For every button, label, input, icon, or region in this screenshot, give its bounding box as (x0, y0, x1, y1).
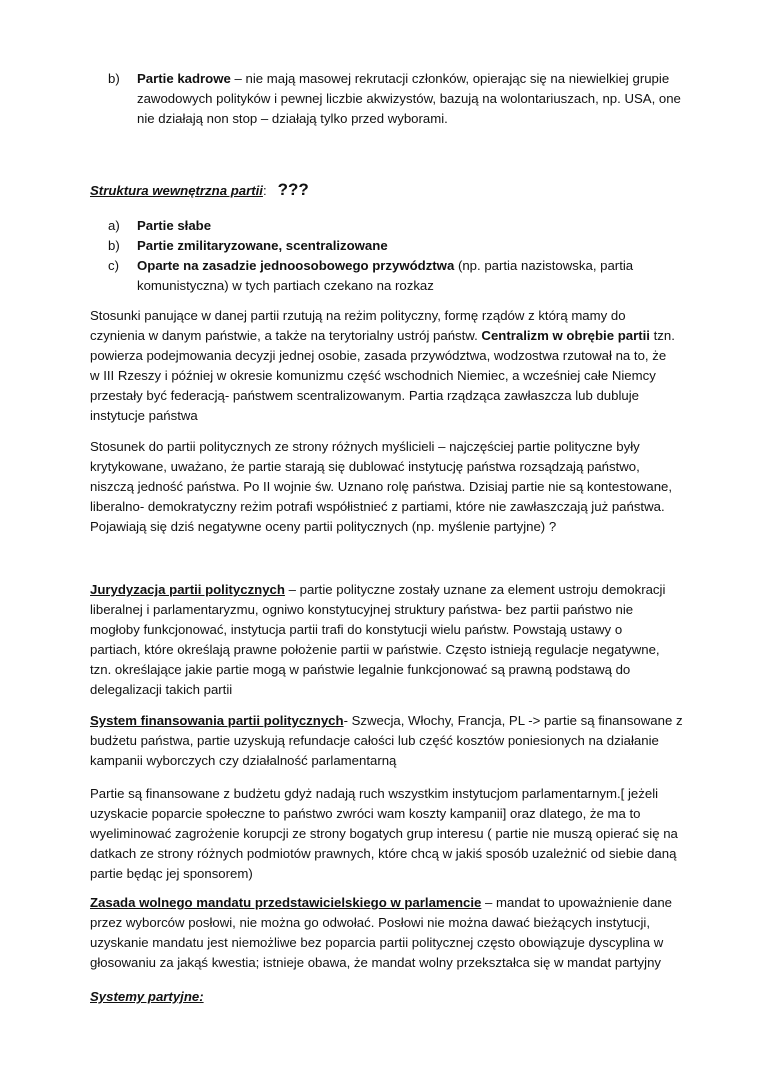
section-heading-party-systems (90, 987, 680, 1007)
text-line: głosowaniu za jakąś kwestia; istnieje obawa, że mandat wolny przekształca się w mandat partyjny (90, 955, 662, 970)
text-line: nie działają non stop – działają tylko przed wyborami. (137, 111, 448, 126)
text-line: Partie są finansowane z budżetu gdyż nadają ruch wszystkim instytucjom parlamentarnym.[ jeżeli (90, 786, 659, 801)
text-line: partiach, które określają prawne położenie partii w państwie. Często istnieją regulacje negatywne, (90, 642, 660, 657)
text-line: partie będąc jej sponsorem) (90, 866, 253, 881)
text-line: – nie mają masowej rekrutacji członków, opierając się na niewielkiej grupie (230, 71, 670, 86)
list-marker: b) (108, 238, 120, 253)
text-line: przez wyborców posłowi, nie można go odwołać. Posłowi nie można dawać bieżących instytucji, (90, 915, 650, 930)
heading-structure: Struktura wewnętrzna partii (90, 183, 263, 198)
term-financing: System finansowania partii politycznych (90, 713, 344, 728)
term-cadre-parties: Partie kadrowe (137, 71, 231, 86)
list-marker: b) (108, 71, 120, 86)
text-line: tzn. (649, 328, 675, 343)
text-line: krytykowane, uważano, że partie starają się dublować instytucję państwa rozsądzają państwo, (90, 459, 640, 474)
text-line: tzn. określające jakie partie mogą w państwie legalnie funkcjonować są prawną podstawą do (90, 662, 631, 677)
text-line: (np. partia nazistowska, partia (454, 258, 634, 273)
paragraph-juridization (90, 580, 680, 700)
text-line: komunistyczna) w tych partiach czekano na rozkaz (137, 278, 434, 293)
text-line: uzyskanie mandatu jest niemożliwe bez poparcia partii politycznej często obowiązuje dyscyplina w (90, 935, 664, 950)
term-free-mandate: Zasada wolnego mandatu przedstawicielskiego w parlamencie (90, 895, 482, 910)
question-marks: ??? (277, 180, 309, 199)
text-line: budżetu państwa, partie uzyskują refundacje całości lub część kosztów poniesionych na działanie (90, 733, 659, 748)
text-line: instytucje państwa (90, 408, 198, 423)
heading-party-systems: Systemy partyjne: (90, 989, 204, 1004)
list-marker: c) (108, 258, 119, 273)
text-line: Pojawiają się dziś negatywne oceny partii politycznych (np. myślenie partyjne) ? (90, 519, 557, 534)
text-line: - Szwecja, Włochy, Francja, PL -> partie są finansowane z (343, 713, 683, 728)
text-line: zawodowych polityków i pewnej liczbie akwizystów, bazują na wolontariuszach, np. USA, one (137, 91, 681, 106)
list-marker: a) (108, 218, 120, 233)
term-centralism: Centralizm w obrębie partii (481, 328, 650, 343)
term-militarized: Partie zmilitaryzowane, scentralizowane (137, 238, 388, 253)
text-line: delegalizacji takich partii (90, 682, 233, 697)
paragraph-thinkers-attitude (90, 437, 680, 537)
heading-colon: : (262, 183, 267, 198)
text-line: datkach ze strony różnych podmiotów prawnych, które chcą w jakiś sposób uzależnić od siebie daną (90, 846, 677, 861)
paragraph-financing (90, 711, 683, 771)
text-line: Stosunek do partii politycznych ze strony różnych myślicieli – najczęściej partie polityczne były (90, 439, 640, 454)
term-juridization: Jurydyzacja partii politycznych (90, 582, 285, 597)
text-line: uzyskacie poparcie społeczne to państwo zwróci wam koszty kampanii] oraz dlatego, że ma to (90, 806, 641, 821)
text-line: – partie polityczne zostały uznane za element ustroju demokracji (284, 582, 666, 597)
paragraph-party-relations (90, 306, 680, 426)
text-line: Stosunki panujące w danej partii rzutują na reżim polityczny, formę rządów z którą mamy do (90, 308, 626, 323)
text-line: mogłoby funkcjonować, instytucja partii trafi do konstytucji wielu państw. Powstają ustawy o (90, 622, 623, 637)
text-line: czynienia w danym państwie, a także na terytorialny ustrój państw. (90, 328, 482, 343)
section-heading-structure (90, 180, 680, 201)
text-line: liberalno- demokratyczny reżim potrafi współistnieć z partiami, które nie zawłaszczają już państwa. (90, 499, 665, 514)
text-line: w III Rzeszy i później w okresie komunizmu część wschodnich Niemiec, a wcześniej całe Niemcy (90, 368, 656, 383)
text-line: niszczą jedność państwa. Po II wojnie św. Uznano rolę państwa. Dzisiaj partie nie są kontestowane, (90, 479, 673, 494)
text-line: liberalnej i parlamentaryzmu, ogniwo konstytucyjnej struktury państwa- bez partii państwo nie (90, 602, 634, 617)
paragraph-free-mandate (90, 893, 680, 973)
text-line: wyeliminować zagrożenie korupcji ze strony bogatych grup interesu ( partie nie muszą opierać się na (90, 826, 678, 841)
text-line: – mandat to upoważnienie dane (481, 895, 672, 910)
text-line: przestały być federacją- państwem scentralizowanym. Partia rządząca zawłaszcza lub dubluje (90, 388, 639, 403)
term-weak-parties: Partie słabe (137, 218, 212, 233)
text-line: kampanii wyborczych czy działalność parlamentarną (90, 753, 397, 768)
term-single-leader: Oparte na zasadzie jednoosobowego przywództwa (137, 258, 455, 273)
text-line: powierza podejmowania decyzji jednej osobie, zasada przywództwa, wodzostwa rzutował na to, że (90, 348, 667, 363)
paragraph-budget-funding (90, 784, 680, 884)
